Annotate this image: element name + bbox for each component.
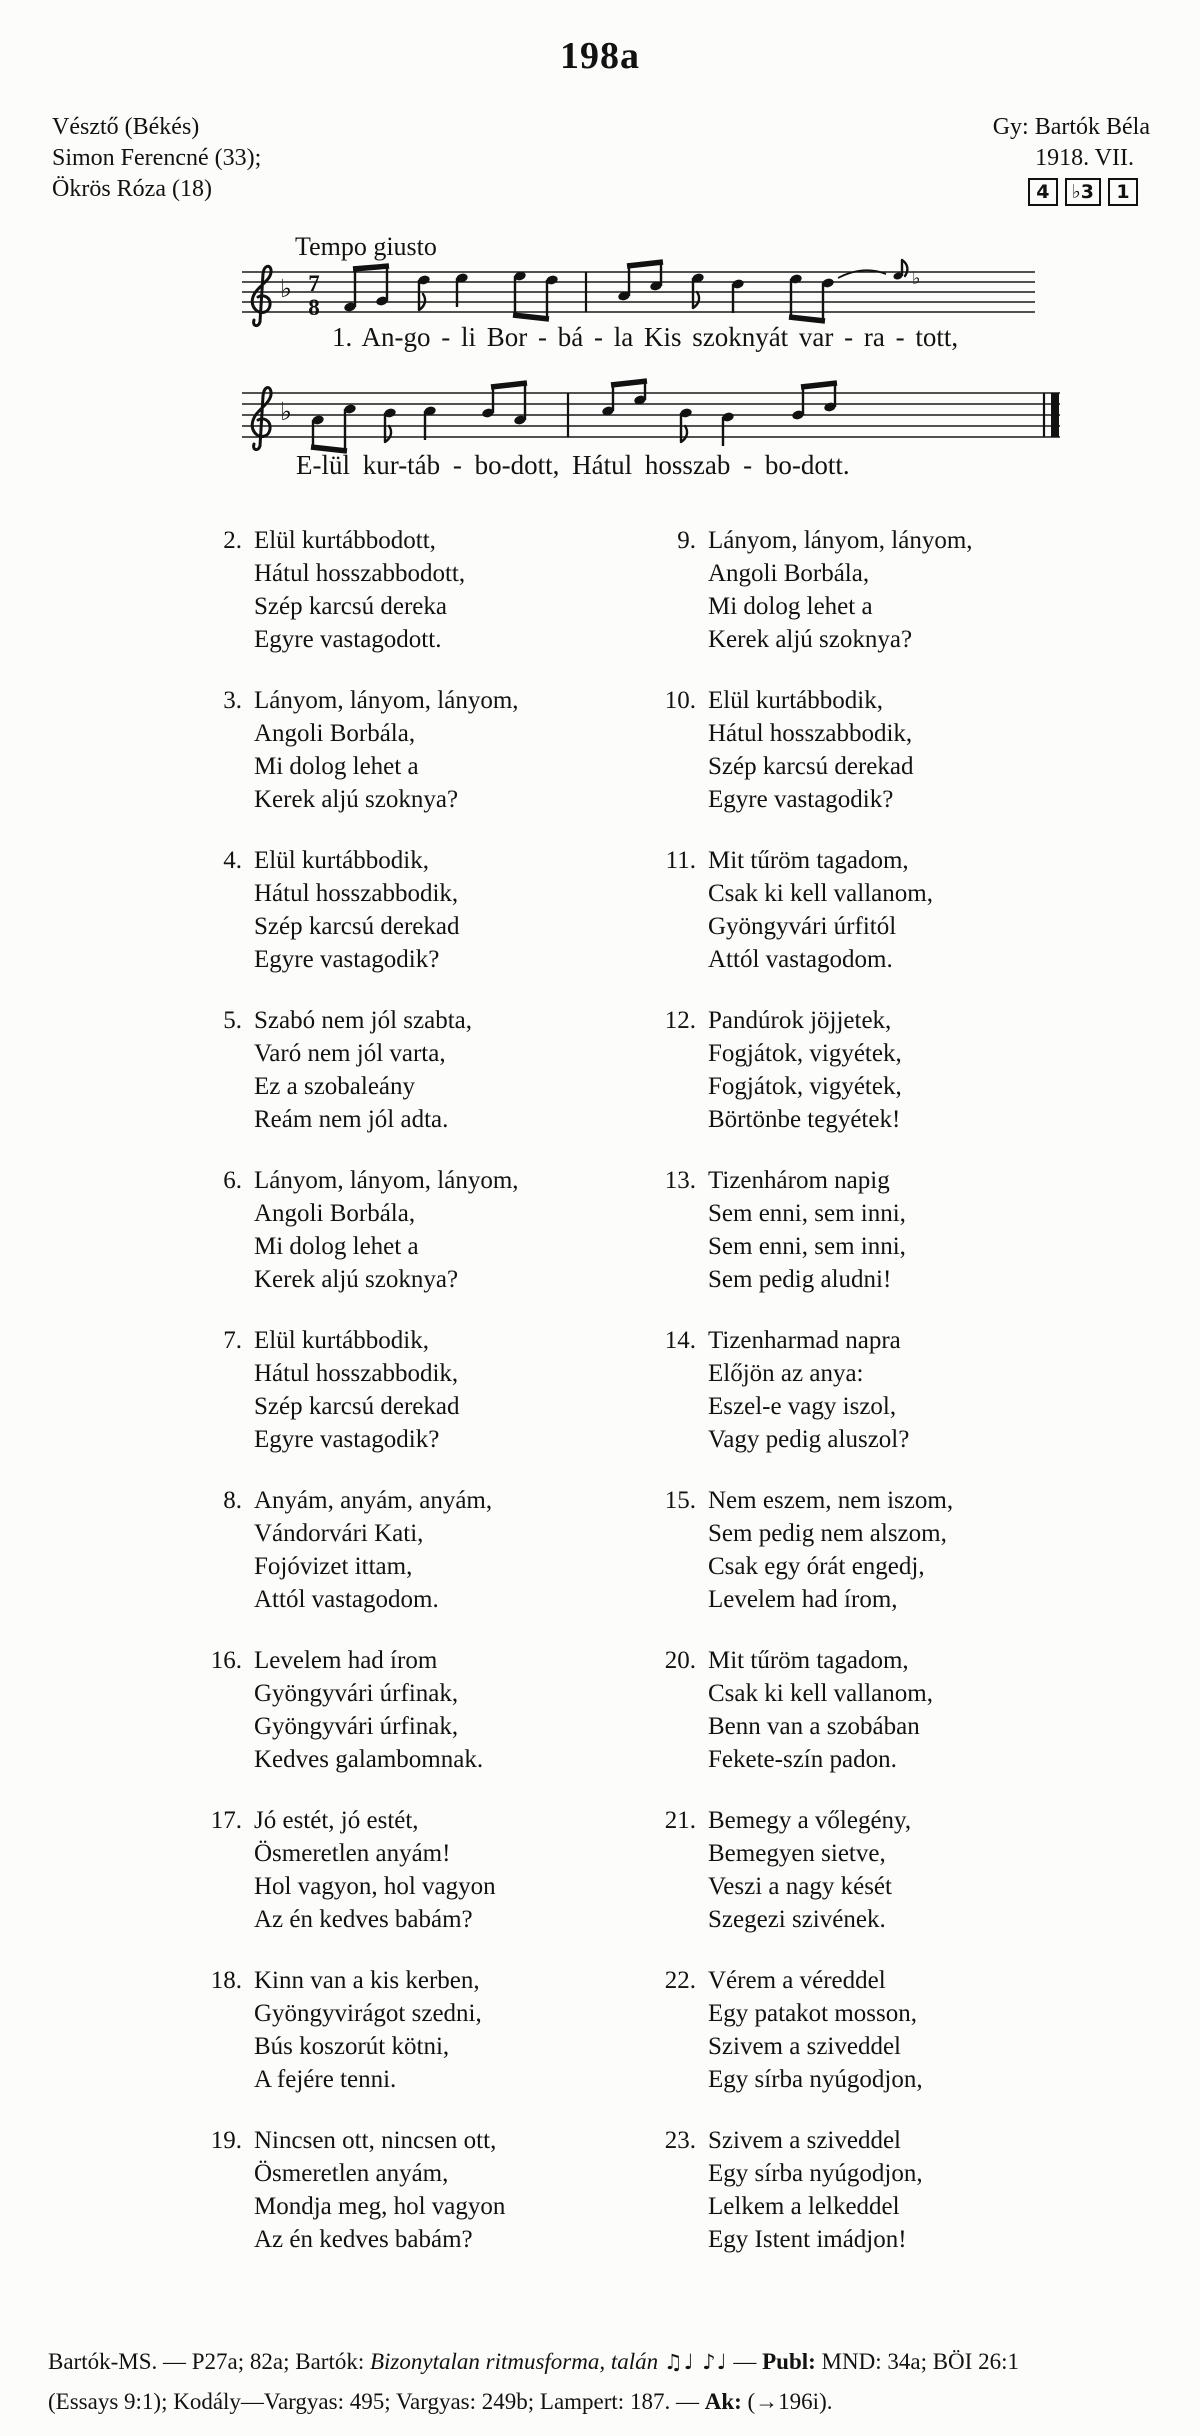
verse-line: Mi dolog lehet a bbox=[254, 753, 419, 780]
verse-line: Csak ki kell vallanom, bbox=[708, 1680, 933, 1707]
verse-line: Tizenhárom napig bbox=[708, 1167, 890, 1194]
verse-line: Fojóvizet ittam, bbox=[254, 1553, 413, 1580]
verse-line: Levelem had írom bbox=[254, 1647, 438, 1674]
verse-line: Anyám, anyám, anyám, bbox=[254, 1487, 493, 1514]
verse-block bbox=[190, 1164, 519, 1296]
page-title: 198a bbox=[560, 35, 640, 77]
verse-block bbox=[190, 2124, 519, 2256]
verse-line: Egy sírba nyúgodjon, bbox=[708, 2066, 923, 2093]
more-refs: (Essays 9:1); Kodály—Vargyas: 495; Vargyas: 249b; Lampert: 187. — bbox=[48, 2389, 705, 2414]
verse-line: Szivem a sziveddel bbox=[708, 2127, 901, 2154]
cadence-box: 4 bbox=[1028, 178, 1058, 206]
verse-number: 12. bbox=[664, 1007, 696, 1034]
verse-lines bbox=[254, 1164, 519, 1296]
accidental-flat-icon: ♭ bbox=[912, 268, 921, 289]
verse-line: Angoli Borbála, bbox=[254, 720, 416, 747]
verse-line: Sem enni, sem inni, bbox=[708, 1200, 906, 1227]
verse-line: Egy patakot mosson, bbox=[708, 2000, 918, 2027]
verse-line: Kerek aljú szoknya? bbox=[254, 786, 459, 813]
verse-line: Sem pedig nem alszom, bbox=[708, 1520, 947, 1547]
location-line: Vésztő (Békés) bbox=[52, 114, 200, 140]
verse-line: Elül kurtábbodik, bbox=[254, 847, 429, 874]
verse-line: Jó estét, jó estét, bbox=[254, 1807, 419, 1834]
verse-line: Hol vagyon, hol vagyon bbox=[254, 1873, 496, 1900]
verse-lines bbox=[708, 1804, 911, 1936]
verse-line: Hátul hosszabbodik, bbox=[254, 880, 459, 907]
verse-line: Szép karcsú derekad bbox=[708, 753, 914, 780]
verse-number: 10. bbox=[664, 687, 696, 714]
verse-line: Gyöngyvári úrfinak, bbox=[254, 1680, 459, 1707]
footer bbox=[48, 2342, 1168, 2421]
verse-line: Egyre vastagodik? bbox=[254, 946, 440, 973]
verse-lines bbox=[254, 2124, 505, 2256]
verse-number: 15. bbox=[664, 1487, 696, 1514]
verse-line: Angoli Borbála, bbox=[708, 560, 870, 587]
verse-line: Mit tűröm tagadom, bbox=[708, 847, 909, 874]
verse-line: Veszi a nagy kését bbox=[708, 1873, 892, 1900]
verse-line: Egy sírba nyúgodjon, bbox=[708, 2160, 923, 2187]
verse-block bbox=[190, 684, 519, 816]
verse-number: 7. bbox=[223, 1327, 242, 1354]
verse-lines bbox=[254, 1804, 496, 1936]
lyrics-line-1: 1. An-go - li Bor - bá - la Kis szoknyát var - ra - tott, bbox=[332, 322, 959, 352]
svg-text:8: 8 bbox=[308, 295, 320, 320]
publ-label: Publ: bbox=[762, 2349, 816, 2374]
verse-line: Mondja meg, hol vagyon bbox=[254, 2193, 506, 2220]
verse-line: Sem enni, sem inni, bbox=[708, 1233, 906, 1260]
verse-line: Elül kurtábbodik, bbox=[708, 687, 883, 714]
verse-number: 19. bbox=[210, 2127, 242, 2154]
lyrics-line-2: E-lül kur-táb - bo-dott, Hátul hosszab - bo-dott. bbox=[296, 450, 850, 480]
verse-block bbox=[190, 1484, 519, 1616]
verse-line: Csak egy órát engedj, bbox=[708, 1553, 925, 1580]
verse-lines bbox=[254, 1644, 483, 1776]
verse-block bbox=[644, 1164, 973, 1296]
verse-line: Fekete-szín padon. bbox=[708, 1746, 897, 1773]
verse-number: 21. bbox=[664, 1807, 696, 1834]
verse-number: 22. bbox=[664, 1967, 696, 1994]
verse-line: Bús koszorút kötni, bbox=[254, 2033, 450, 2060]
verse-line: Ösmeretlen anyám! bbox=[254, 1840, 451, 1867]
verse-line: Ez a szobaleány bbox=[254, 1073, 416, 1100]
verse-line: Börtönbe tegyétek! bbox=[708, 1106, 901, 1133]
verse-block bbox=[190, 844, 519, 976]
verse-line: Egy Istent imádjon! bbox=[708, 2226, 907, 2253]
rhythm-notes-icon: ♫♩ ♪♩ bbox=[663, 2350, 728, 2374]
verse-line: Elül kurtábbodott, bbox=[254, 527, 436, 554]
verse-number: 3. bbox=[223, 687, 242, 714]
verse-lines bbox=[254, 844, 459, 976]
verse-line: Vándorvári Kati, bbox=[254, 1520, 424, 1547]
verse-lines bbox=[254, 1324, 459, 1456]
verse-block bbox=[190, 1004, 519, 1136]
verse-number: 2. bbox=[223, 527, 242, 554]
verse-line: Egyre vastagodott. bbox=[254, 626, 442, 653]
verse-line: Lányom, lányom, lányom, bbox=[254, 687, 519, 714]
verse-line: Pandúrok jöjjetek, bbox=[708, 1007, 892, 1034]
verse-line: Az én kedves babám? bbox=[254, 1906, 473, 1933]
verse-line: Vérem a véreddel bbox=[708, 1967, 886, 1994]
verse-block bbox=[190, 524, 519, 656]
verse-line: Mit tűröm tagadom, bbox=[708, 1647, 909, 1674]
verse-line: Szép karcsú derekad bbox=[254, 913, 460, 940]
verse-block bbox=[190, 1644, 519, 1776]
verse-block bbox=[190, 1964, 519, 2096]
verse-line: Ösmeretlen anyám, bbox=[254, 2160, 449, 2187]
verse-line: Attól vastagodom. bbox=[708, 946, 893, 973]
publ-refs: MND: 34a; BÖI 26:1 bbox=[815, 2349, 1019, 2374]
verse-number: 17. bbox=[210, 1807, 242, 1834]
verse-line: Benn van a szobában bbox=[708, 1713, 920, 1740]
verse-lines bbox=[254, 684, 519, 816]
verse-column-left bbox=[190, 524, 519, 2284]
verse-line: Gyöngyvári úrfinak, bbox=[254, 1713, 459, 1740]
verse-lines bbox=[708, 524, 973, 656]
verse-line: Szép karcsú derekad bbox=[254, 1393, 460, 1420]
verse-lines bbox=[254, 1484, 492, 1616]
verse-line: Előjön az anya: bbox=[708, 1360, 864, 1387]
verse-line: Reám nem jól adta. bbox=[254, 1106, 449, 1133]
verse-block bbox=[644, 524, 973, 656]
verse-number: 23. bbox=[664, 2127, 696, 2154]
treble-clef-icon bbox=[252, 266, 271, 325]
verse-number: 14. bbox=[664, 1327, 696, 1354]
footer-line-1 bbox=[48, 2342, 1168, 2382]
verse-number: 20. bbox=[664, 1647, 696, 1674]
verse-line: Fogjátok, vigyétek, bbox=[708, 1073, 902, 1100]
verse-number: 11. bbox=[665, 847, 696, 874]
informant-line-1: Simon Ferencné (33); bbox=[52, 145, 262, 171]
ak-ref: (→196i). bbox=[741, 2389, 833, 2414]
verse-line: Bemegyen sietve, bbox=[708, 1840, 886, 1867]
verse-number: 16. bbox=[210, 1647, 242, 1674]
verse-line: Lányom, lányom, lányom, bbox=[254, 1167, 519, 1194]
verse-number: 6. bbox=[223, 1167, 242, 1194]
verse-block bbox=[644, 1004, 973, 1136]
verse-lines bbox=[708, 1964, 923, 2096]
verse-line: A fejére tenni. bbox=[254, 2066, 397, 2093]
collector-line: Gy: Bartók Béla bbox=[992, 114, 1150, 140]
verse-line: Szabó nem jól szabta, bbox=[254, 1007, 472, 1034]
verse-lines bbox=[708, 2124, 923, 2256]
verse-line: Mi dolog lehet a bbox=[254, 1233, 419, 1260]
verse-line: Szivem a sziveddel bbox=[708, 2033, 901, 2060]
verse-line: Lelkem a lelkeddel bbox=[708, 2193, 900, 2220]
verse-line: Nincsen ott, nincsen ott, bbox=[254, 2127, 497, 2154]
verse-line: Csak ki kell vallanom, bbox=[708, 880, 933, 907]
rhythm-remark: Bizonytalan ritmusforma, talán bbox=[369, 2349, 664, 2374]
verse-block bbox=[644, 844, 973, 976]
verse-column-right bbox=[644, 524, 973, 2284]
verse-line: Kerek aljú szoknya? bbox=[708, 626, 913, 653]
verse-line: Attól vastagodom. bbox=[254, 1586, 439, 1613]
verse-lines bbox=[708, 1644, 933, 1776]
verse-line: Hátul hosszabbodik, bbox=[708, 720, 913, 747]
verse-line: Bemegy a vőlegény, bbox=[708, 1807, 912, 1834]
informant-line-2: Ökrös Róza (18) bbox=[52, 176, 212, 202]
verse-line: Tizenharmad napra bbox=[708, 1327, 901, 1354]
key-flat-icon: ♭ bbox=[280, 397, 292, 426]
treble-clef-icon bbox=[252, 387, 271, 449]
verse-line: Lányom, lányom, lányom, bbox=[708, 527, 973, 554]
verse-block bbox=[644, 684, 973, 816]
verse-line: Kinn van a kis kerben, bbox=[254, 1967, 480, 1994]
ak-label: Ak: bbox=[704, 2389, 742, 2414]
verse-line: Szép karcsú dereka bbox=[254, 593, 447, 620]
verse-block bbox=[190, 1804, 519, 1936]
verse-block bbox=[644, 2124, 973, 2256]
date-line: 1918. VII. bbox=[1035, 145, 1134, 171]
separator: — bbox=[727, 2349, 763, 2374]
verse-number: 13. bbox=[664, 1167, 696, 1194]
verse-line: Mi dolog lehet a bbox=[708, 593, 873, 620]
verse-line: Az én kedves babám? bbox=[254, 2226, 473, 2253]
verse-line: Egyre vastagodik? bbox=[708, 786, 894, 813]
verse-line: Gyöngyvári úrfitól bbox=[708, 913, 897, 940]
notes bbox=[311, 381, 837, 451]
verse-lines bbox=[708, 1324, 909, 1456]
tempo-marking: Tempo giusto bbox=[295, 232, 437, 261]
verse-number: 5. bbox=[223, 1007, 242, 1034]
verse-line: Eszel-e vagy iszol, bbox=[708, 1393, 897, 1420]
verse-line: Kedves galambomnak. bbox=[254, 1746, 484, 1773]
key-flat-icon: ♭ bbox=[280, 274, 292, 303]
verse-lines bbox=[254, 1964, 482, 2096]
verse-block bbox=[644, 1324, 973, 1456]
verse-line: Kerek aljú szoknya? bbox=[254, 1266, 459, 1293]
verse-line: Hátul hosszabbodott, bbox=[254, 560, 466, 587]
verse-line: Varó nem jól varta, bbox=[254, 1040, 446, 1067]
verse-line: Vagy pedig aluszol? bbox=[708, 1426, 910, 1453]
verse-line: Fogjátok, vigyétek, bbox=[708, 1040, 902, 1067]
footer-line-2 bbox=[48, 2382, 1168, 2421]
verse-lines bbox=[708, 684, 913, 816]
verse-block bbox=[644, 1964, 973, 2096]
verse-line: Gyöngyvirágot szedni, bbox=[254, 2000, 482, 2027]
verse-number: 18. bbox=[210, 1967, 242, 1994]
verse-line: Elül kurtábbodik, bbox=[254, 1327, 429, 1354]
svg-text:7: 7 bbox=[308, 271, 320, 296]
verse-block bbox=[644, 1804, 973, 1936]
verse-line: Angoli Borbála, bbox=[254, 1200, 416, 1227]
verse-block bbox=[644, 1484, 973, 1616]
verse-number: 9. bbox=[677, 527, 696, 554]
verse-number: 8. bbox=[223, 1487, 242, 1514]
header-right bbox=[993, 112, 1150, 206]
verse-line: Sem pedig aludni! bbox=[708, 1266, 892, 1293]
cadence-boxes bbox=[993, 178, 1138, 206]
verse-lines bbox=[708, 1164, 906, 1296]
verse-lines bbox=[254, 1004, 472, 1136]
verse-line: Szegezi szivének. bbox=[708, 1906, 886, 1933]
verse-line: Egyre vastagodik? bbox=[254, 1426, 440, 1453]
verse-lines bbox=[708, 1004, 902, 1136]
verse-number: 4. bbox=[223, 847, 242, 874]
verse-block bbox=[644, 1644, 973, 1776]
cadence-box: 1 bbox=[1108, 178, 1138, 206]
verse-line: Levelem had írom, bbox=[708, 1586, 898, 1613]
verse-block bbox=[190, 1324, 519, 1456]
staff-lines bbox=[242, 393, 1060, 437]
time-signature bbox=[308, 271, 320, 320]
verse-lines bbox=[708, 844, 933, 976]
verse-line: Nem eszem, nem iszom, bbox=[708, 1487, 954, 1514]
header-left bbox=[52, 112, 261, 205]
verse-lines bbox=[254, 524, 465, 656]
verse-line: Hátul hosszabbodik, bbox=[254, 1360, 459, 1387]
verse-lines bbox=[708, 1484, 953, 1616]
source-ref: Bartók-MS. — P27a; 82a; Bartók: bbox=[48, 2349, 370, 2374]
cadence-box: ♭3 bbox=[1065, 178, 1101, 206]
